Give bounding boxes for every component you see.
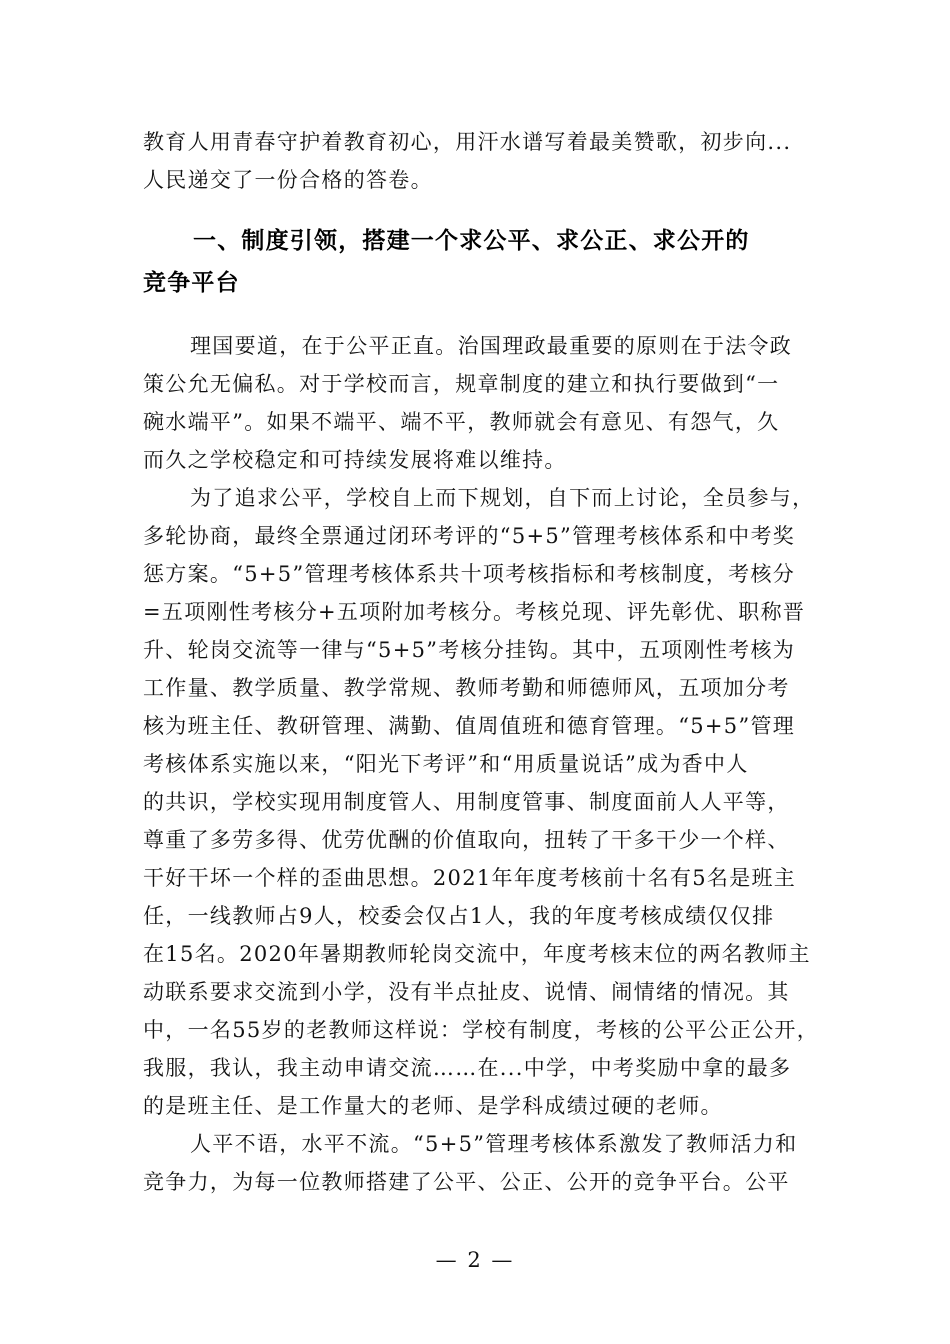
text-line: 的共识，学校实现用制度管人、用制度管事、制度面前人人平等，	[143, 790, 790, 814]
text-line: 多轮协商，最终全票通过闭环考评的“5+5”管理考核体系和中考奖	[143, 524, 796, 548]
text-line: 竞争力，为每一位教师搭建了公平、公正、公开的竞争平台。公平	[143, 1170, 790, 1194]
page-number: — 2 —	[435, 1248, 515, 1272]
text-line: 而久之学校稳定和可持续发展将难以维持。	[143, 448, 567, 472]
text-line: 考核体系实施以来，“阳光下考评”和“用质量说话”成为香中人	[143, 752, 749, 776]
text-line: 碗水端平”。如果不端平、端不平，教师就会有意见、有怨气，久	[143, 410, 780, 434]
text-line: 人平不语，水平不流。“5+5”管理考核体系激发了教师活力和	[190, 1132, 798, 1156]
text-line: 为了追求公平，学校自上而下规划，自下而上讨论，全员参与，	[190, 486, 815, 510]
text-line: 理国要道，在于公平正直。治国理政最重要的原则在于法令政	[190, 334, 793, 358]
section-heading-line: 一、制度引领，搭建一个求公平、求公正、求公开的	[193, 228, 750, 254]
text-line: 动联系要求交流到小学，没有半点扯皮、说情、闹情绪的情况。其	[143, 980, 790, 1004]
text-line: 升、轮岗交流等一律与“5+5”考核分挂钩。其中，五项刚性考核为	[143, 638, 796, 662]
text-line: 工作量、教学质量、教学常规、教师考勤和师德师风，五项加分考	[143, 676, 790, 700]
text-line: 中，一名55岁的老教师这样说：学校有制度，考核的公平公正公开，	[143, 1018, 820, 1042]
text-line: 任，一线教师占9人，校委会仅占1人，我的年度考核成绩仅仅排	[143, 904, 775, 928]
text-line: 人民递交了一份合格的答卷。	[143, 168, 433, 192]
text-line: 干好干坏一个样的歪曲思想。2021年年度考核前十名有5名是班主	[143, 866, 797, 890]
text-line: 惩方案。“5+5”管理考核体系共十项考核指标和考核制度，考核分	[143, 562, 796, 586]
text-line: 的是班主任、是工作量大的老师、是学科成绩过硬的老师。	[143, 1094, 723, 1118]
text-line: 我服，我认，我主动申请交流……在...中学，中考奖励中拿的最多	[143, 1056, 792, 1080]
text-line: 在15名。2020年暑期教师轮岗交流中，年度考核末位的两名教师主	[143, 942, 811, 966]
text-line: 策公允无偏私。对于学校而言，规章制度的建立和执行要做到“一	[143, 372, 780, 396]
text-line: 尊重了多劳多得、优劳优酬的价值取向，扭转了干多干少一个样、	[143, 828, 790, 852]
section-heading-line: 竞争平台	[143, 270, 240, 296]
text-line: =五项刚性考核分+五项附加考核分。考核兑现、评先彰优、职称晋	[143, 600, 806, 624]
text-line: 核为班主任、教研管理、满勤、值周值班和德育管理。“5+5”管理	[143, 714, 796, 738]
text-line: 教育人用青春守护着教育初心，用汗水谱写着最美赞歌，初步向...	[143, 130, 792, 154]
